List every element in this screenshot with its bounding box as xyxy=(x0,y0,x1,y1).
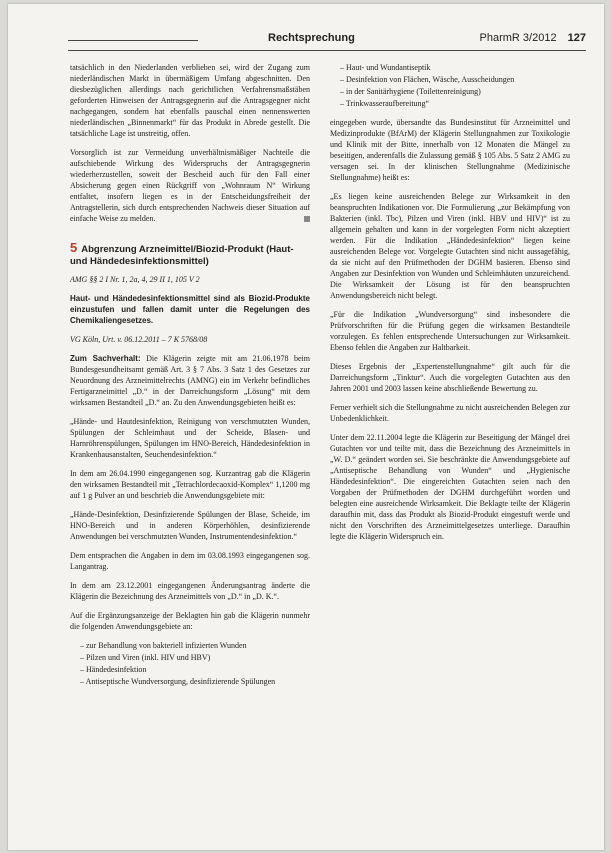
right-column xyxy=(330,62,570,550)
paragraph: tatsächlich in den Niederlanden verblieben sei, wird der Zugang zum niederländischen Markt in übermäßigem Umfang abgeschnitten. Den diesbezüglichen allerdings nach gerichtlichen Verfahrensmaßstäben geforderten Hinweisen der Antragsgegnerin auf die Antragsgegner nicht nachgegangen, sondern hat ebenfalls pauschal einen nennenswerten niederländischen „Binnenmarkt“ für das Produkt in Abrede gestellt. Die tatsächliche Lage ist unstreitig, offen. xyxy=(70,63,310,138)
page-number: 127 xyxy=(567,32,586,44)
paragraph: eingegeben wurde, übersandte das Bundesinstitut für Arzneimittel und Medizinprodukte (BfArM) der Klägerin Stellungnahmen zur Toxikologie und Klinik mit der Bitte, innerhalb von 12 Monaten die Mängel zu beseitigen, anderenfalls die Zulassung gemäß § 105 Abs. 5 Satz 2 AMG zu versagen sei. In der klinischen Stellungnahme (Medizinische Stellungnahme) heißt es: xyxy=(330,118,570,182)
paragraph: Auf die Ergänzungsanzeige der Beklagten hin gab die Klägerin nunmehr die folgenden Anwendungsgebiete an: xyxy=(70,611,310,631)
paragraph xyxy=(70,147,310,224)
paragraph: In dem am 23.12.2001 eingegangenen Änderungsantrag änderte die Klägerin die Bezeichnung des Arzneimittels von „D.“ in „D. K.“. xyxy=(70,581,310,601)
facts-paragraph xyxy=(70,353,310,408)
journal-issue: PharmR 3/2012 xyxy=(479,32,557,44)
facts-label: Zum Sachverhalt: xyxy=(70,354,141,363)
header-rule xyxy=(68,40,198,41)
list-item: – Desinfektion von Flächen, Wäsche, Ausscheidungen xyxy=(340,74,570,85)
facts-text: Die Klägerin zeigte mit am 21.06.1978 beim Bundesgesundheitsamt gemäß Art. 3 § 7 Abs. 3 Satz 1 des Gesetzes zur Neuordnung des Arzneimittelrechts (AMNG) ein im Verkehr befindliches Fertigarzneimittel „D.“ in der Darreichungsform „Lösung“ mit dem wirksamen Bestandteil „D.“ an. Zu den Anwendungsgebieten heißt es: xyxy=(70,354,311,407)
case-title: Abgrenzung Arzneimittel/Biozid-Produkt (Haut- und Händedesinfektionsmittel) xyxy=(70,244,294,267)
quotation: „Hände-Desinfektion, Desinfizierende Spülungen der Blase, Scheide, im HNO-Bereich und in anderen Körperhöhlen, desinfizierende Anwendungen bei verschmutzten Wunden, Instrumentendesinfektion.“ xyxy=(70,510,310,541)
running-header xyxy=(68,32,586,51)
list-item: – zur Behandlung von bakteriell infizierten Wunden xyxy=(80,640,310,651)
paragraph: Dem entsprachen die Angaben in dem im 03.08.1993 eingegangenen sog. Langantrag. xyxy=(70,551,310,571)
case-heading xyxy=(70,242,310,268)
section-end-marker xyxy=(304,216,310,222)
statute-citation: AMG §§ 2 I Nr. 1, 2a, 4, 29 II 1, 105 V 2 xyxy=(70,275,200,284)
paragraph: Ferner verhielt sich die Stellungnahme zu nicht ausreichenden Belegen zur Unbedenklichkeit. xyxy=(330,403,570,423)
paragraph-text: Vorsorglich ist zur Vermeidung unverhältnismäßiger Nachteile die aufschiebende Wirkung des Widerspruchs der Antragsgegnerin wiederherzustellen, soweit der Bescheid auch für den Fall einer Absicherung gegen einen Rückgriff von „Wohnraum N“ Wirkung entfaltet, insofern liegen es in der Entscheidungsfreiheit der Antragstellerin, sich durch entsprechenden Nachweis dieser Situation auf einfache Weise zu melden. xyxy=(70,148,310,223)
indication-list xyxy=(330,62,570,109)
headnote: Haut- und Händedesinfektionsmittel sind als Biozid-Produkte einzustufen und fallen damit unter die Regelungen des Chemikaliengesetzes. xyxy=(70,294,310,325)
quotation: „Für die Indikation „Wundversorgung“ sind insbesondere die Prüfvorschriften für die Prüfung gegen die wirksamen Bestandteile vorzulegen. Es fehlen entsprechende Untersuchungen zur Wirksamkeit. Ebenso fehlen die Angaben zur Haltbarkeit. xyxy=(330,310,570,352)
list-item: – Händedesinfektion xyxy=(80,664,310,675)
left-column xyxy=(70,62,310,695)
list-item: – Haut- und Wundantiseptik xyxy=(340,62,570,73)
document-page xyxy=(8,4,604,850)
section-title: Rechtsprechung xyxy=(268,32,355,44)
paragraph: Unter dem 22.11.2004 legte die Klägerin zur Beseitigung der Mängel drei Gutachten vor und teilte mit, dass die Bezeichnung des Arzneimittels in „W. D.“ geändert worden sei. Sie beschränkte die Anwendungsgebiete auf „Antiseptische Behandlung von Wunden“ und „Hygienische Händedesinfektion“. Die eingereichten Gutachten seien nach den Vorgaben der Prüfmethoden der DGHM durchgeführt worden und belegten eine ausreichende Wirksamkeit. Die Beklagte teilte der Klägerin daraufhin mit, dass das Produkt als Biozid-Produkt eingestuft werde und nicht den Vorschriften des Arzneimittelgesetzes unterliege. Daraufhin legte die Klägerin Widerspruch ein. xyxy=(330,433,570,541)
list-item: – in der Sanitärhygiene (Toilettenreinigung) xyxy=(340,86,570,97)
journal-reference xyxy=(480,32,586,44)
paragraph: In dem am 26.04.1990 eingegangenen sog. Kurzantrag gab die Klägerin den wirksamen Bestandteil mit „Tetrachlordecaoxid-Komplex“ 1,1200 mg auf 1 g Pulver an und beschrieb die Anwendungsgebiete mit: xyxy=(70,469,310,500)
list-item: – Pilzen und Viren (inkl. HIV und HBV) xyxy=(80,652,310,663)
list-item: – Trinkwasseraufbereitung“ xyxy=(340,98,570,109)
quotation: „Hände- und Hautdesinfektion, Reinigung von verschmutzten Wunden, Spülungen der Schleimhaut und der Scheide, Blasen- und Harnröhrenspülungen, Spülungen im HNO-Bereich, Händedesinfektion in Krankenhausanstalten, Seuchendesinfektion.“ xyxy=(70,417,310,459)
indication-list xyxy=(70,640,310,687)
quotation: „Es liegen keine ausreichenden Belege zur Wirksamkeit in den beanspruchten Indikationen vor. Die Formulierung „zur Bekämpfung von Bakterien (inkl. Tbc), Pilzen und Viren (inkl. HBV und HIV)“ ist zu allgemein gehalten und kann in der vorgelegten Form nicht akzeptiert werden. Für die Indikation „Händedesinfektion“ liegen keine ausreichenden Belege vor. Vorgelegte Gutachten sind nicht aussagefähig, da sie nicht auf den Prüfmethoden der DGHM basieren. Ebenso sind Angaben zur Desinfektion von Wunden und Schleimhäuten unzureichend. Die Wirksamkeit der Lösung ist für den beanspruchten Anwendungsbereich nicht belegt. xyxy=(330,192,570,300)
paragraph: Dieses Ergebnis der „Expertenstellungnahme“ gilt auch für die Darreichungsform „Tinktur“. Auch die vorgelegten Gutachten aus den Jahren 2001 und 2003 lassen keine abschließende Bewertung zu. xyxy=(330,362,570,393)
list-item: – Antiseptische Wundversorgung, desinfizierende Spülungen xyxy=(80,676,310,687)
case-number: 5 xyxy=(70,240,78,255)
court-reference: VG Köln, Urt. v. 06.12.2011 – 7 K 5768/08 xyxy=(70,335,208,344)
